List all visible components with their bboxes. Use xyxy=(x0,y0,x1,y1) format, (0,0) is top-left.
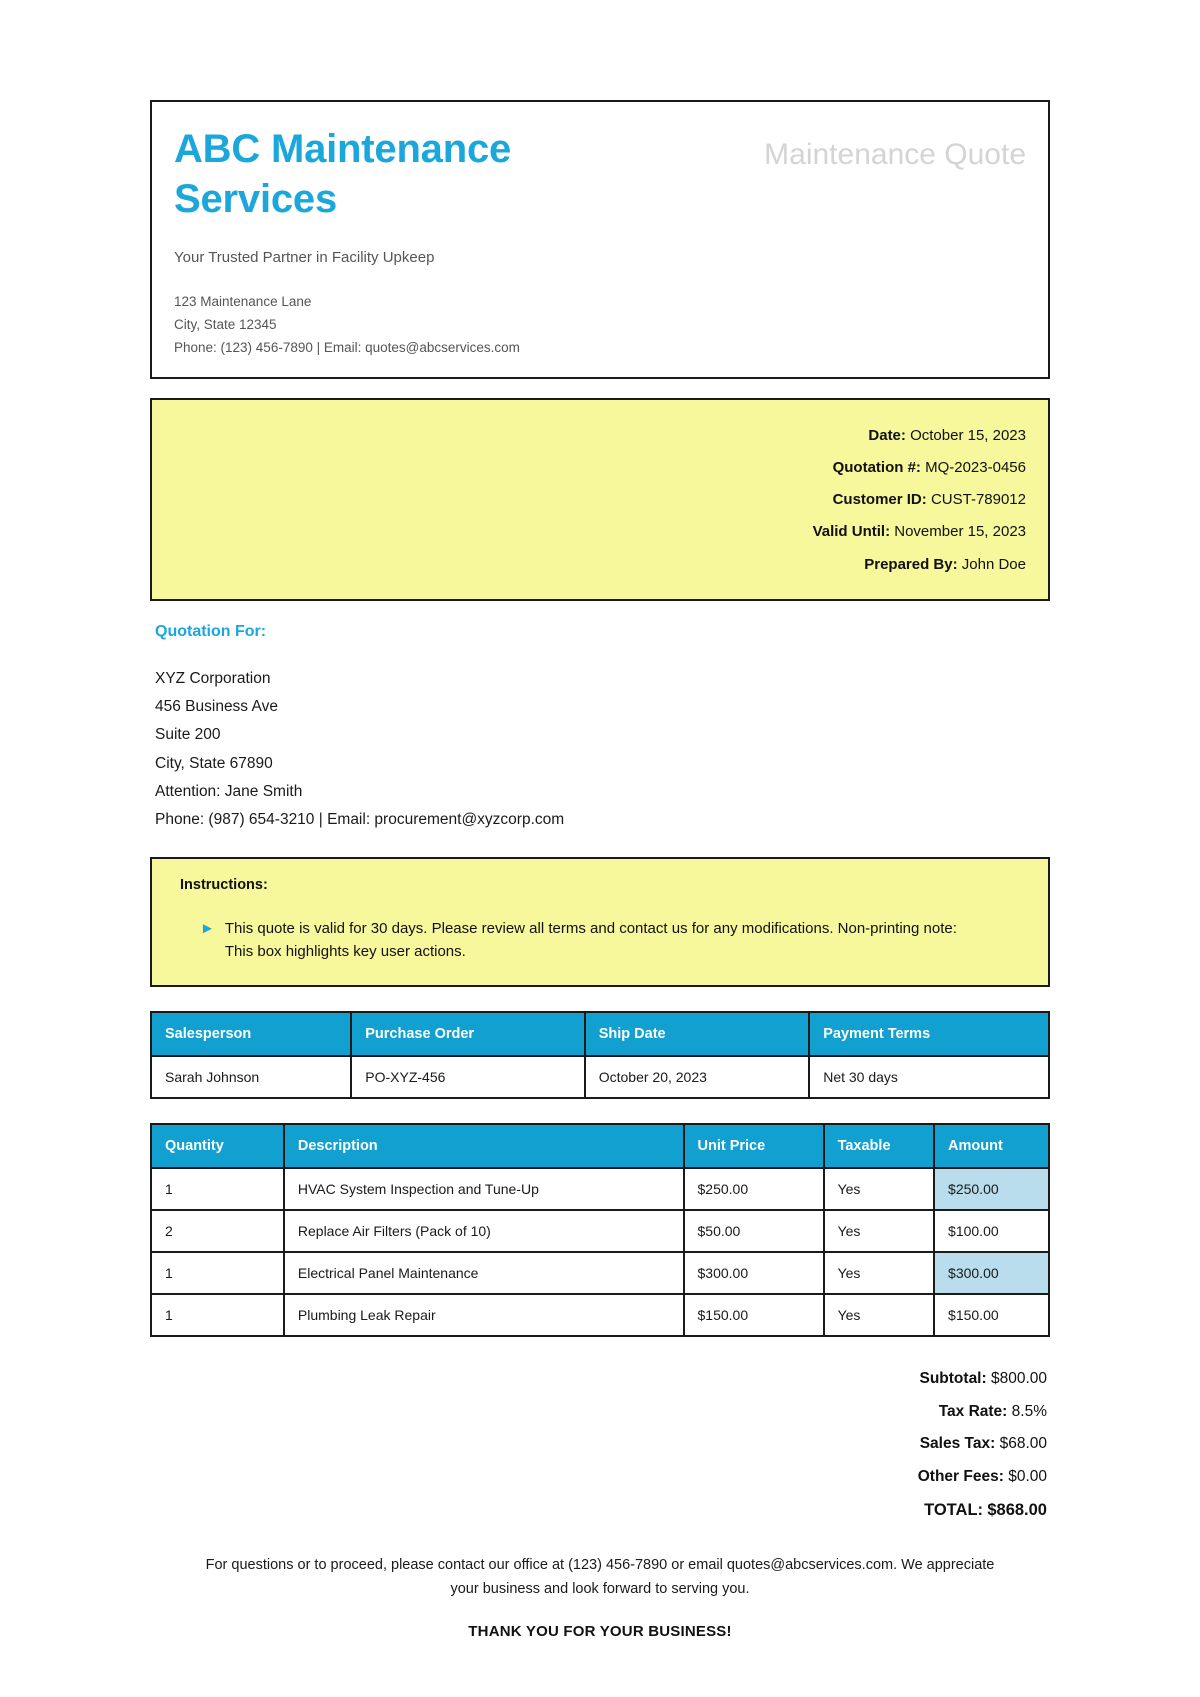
quote-meta-band xyxy=(150,398,1050,600)
table-row xyxy=(151,1252,1049,1294)
company-address-line-2: City, State 12345 xyxy=(174,316,277,332)
meta-row-customer-id xyxy=(813,484,1026,516)
cell-unit-price: $150.00 xyxy=(684,1294,824,1336)
cell-quantity: 1 xyxy=(151,1252,284,1294)
quotation-for-title: Quotation For: xyxy=(155,622,267,640)
meta-row-prepared-by xyxy=(813,549,1026,581)
cell-amount: $300.00 xyxy=(934,1252,1049,1294)
customer-address-line-3: City, State 67890 xyxy=(155,754,273,772)
document-type-title: Maintenance Quote xyxy=(764,138,1026,171)
column-header-description: Description xyxy=(284,1124,684,1168)
footer-thank-you: THANK YOU FOR YOUR BUSINESS! xyxy=(468,1623,732,1641)
document-footer xyxy=(150,1554,1050,1640)
cell-taxable: Yes xyxy=(824,1294,934,1336)
customer-address-line-2: Suite 200 xyxy=(155,726,221,744)
instructions-item xyxy=(174,917,1026,964)
total-label-other-fees: Other Fees: xyxy=(917,1467,1004,1485)
quotation-for-section xyxy=(150,623,1050,835)
customer-address-line-1: 456 Business Ave xyxy=(155,697,278,715)
instructions-text: This quote is valid for 30 days. Please review all terms and contact us for any modifications. Non-printing note: This box highlights key user actions. xyxy=(224,919,957,961)
cell-salesperson: Sarah Johnson xyxy=(151,1056,351,1098)
company-name: ABC Maintenance Services xyxy=(174,127,512,221)
total-row-subtotal xyxy=(150,1363,1047,1396)
meta-label-valid-until: Valid Until: xyxy=(812,523,891,541)
total-label-sales-tax: Sales Tax: xyxy=(919,1435,996,1453)
cell-taxable: Yes xyxy=(824,1168,934,1210)
totals-section xyxy=(150,1363,1050,1528)
total-row-sales-tax xyxy=(150,1428,1047,1461)
total-row-other-fees xyxy=(150,1461,1047,1494)
cell-description: Plumbing Leak Repair xyxy=(284,1294,684,1336)
document-sheet xyxy=(150,100,1050,1640)
quote-meta-list xyxy=(813,420,1026,580)
cell-payment-terms: Net 30 days xyxy=(809,1056,1049,1098)
meta-value-date: October 15, 2023 xyxy=(910,427,1026,445)
cell-quantity: 1 xyxy=(151,1168,284,1210)
meta-label-date: Date: xyxy=(868,427,906,445)
customer-name: XYZ Corporation xyxy=(155,669,271,687)
column-header-salesperson: Salesperson xyxy=(151,1012,351,1056)
order-info-header-row xyxy=(151,1012,1049,1056)
cell-description: HVAC System Inspection and Tune-Up xyxy=(284,1168,684,1210)
total-value-tax-rate: 8.5% xyxy=(1011,1402,1047,1420)
meta-value-prepared-by: John Doe xyxy=(961,555,1026,573)
cell-purchase-order: PO-XYZ-456 xyxy=(351,1056,584,1098)
cell-amount: $100.00 xyxy=(934,1210,1049,1252)
column-header-quantity: Quantity xyxy=(151,1124,284,1168)
cell-unit-price: $300.00 xyxy=(684,1252,824,1294)
cell-description: Electrical Panel Maintenance xyxy=(284,1252,684,1294)
column-header-amount: Amount xyxy=(934,1124,1049,1168)
total-row-grand-total xyxy=(150,1493,1047,1528)
meta-row-quotation-number xyxy=(813,452,1026,484)
cell-taxable: Yes xyxy=(824,1210,934,1252)
cell-amount: $250.00 xyxy=(934,1168,1049,1210)
cell-quantity: 2 xyxy=(151,1210,284,1252)
cell-quantity: 1 xyxy=(151,1294,284,1336)
company-info xyxy=(174,124,614,359)
total-label-grand-total: TOTAL: xyxy=(924,1501,984,1520)
table-row xyxy=(151,1168,1049,1210)
total-row-tax-rate xyxy=(150,1396,1047,1429)
column-header-purchase-order: Purchase Order xyxy=(351,1012,584,1056)
meta-label-quotation-number: Quotation #: xyxy=(832,459,921,477)
cell-taxable: Yes xyxy=(824,1252,934,1294)
table-row xyxy=(151,1056,1049,1098)
document-type-area xyxy=(764,124,1026,170)
order-info-table xyxy=(150,1011,1050,1099)
column-header-ship-date: Ship Date xyxy=(585,1012,810,1056)
company-tagline: Your Trusted Partner in Facility Upkeep xyxy=(174,249,435,266)
company-address-line-1: 123 Maintenance Lane xyxy=(174,293,312,309)
meta-label-prepared-by: Prepared By: xyxy=(864,555,958,573)
total-label-subtotal: Subtotal: xyxy=(919,1370,987,1388)
meta-row-date xyxy=(813,420,1026,452)
instructions-title: Instructions: xyxy=(180,876,268,893)
column-header-taxable: Taxable xyxy=(824,1124,934,1168)
arrow-right-icon: ► xyxy=(200,919,215,937)
column-header-payment-terms: Payment Terms xyxy=(809,1012,1049,1056)
meta-value-quotation-number: MQ-2023-0456 xyxy=(925,459,1026,477)
table-row xyxy=(151,1294,1049,1336)
document-header xyxy=(150,100,1050,379)
company-contact-line: Phone: (123) 456-7890 | Email: quotes@abcservices.com xyxy=(174,339,520,355)
line-items-header-row xyxy=(151,1124,1049,1168)
line-items-table xyxy=(150,1123,1050,1337)
table-row xyxy=(151,1210,1049,1252)
total-label-tax-rate: Tax Rate: xyxy=(938,1402,1008,1420)
column-header-unit-price: Unit Price xyxy=(684,1124,824,1168)
instructions-box xyxy=(150,857,1050,988)
footer-contact-note: For questions or to proceed, please contact our office at (123) 456-7890 or email quotes@abcservices.com. We appreciate your business and look forward to serving you. xyxy=(205,1557,995,1597)
total-value-subtotal: $800.00 xyxy=(990,1370,1047,1388)
total-value-grand-total: $868.00 xyxy=(987,1501,1047,1520)
customer-attention-line: Attention: Jane Smith xyxy=(155,783,303,801)
meta-value-valid-until: November 15, 2023 xyxy=(894,523,1026,541)
meta-value-customer-id: CUST-789012 xyxy=(930,491,1026,509)
cell-description: Replace Air Filters (Pack of 10) xyxy=(284,1210,684,1252)
meta-label-customer-id: Customer ID: xyxy=(832,491,927,509)
customer-contact-line: Phone: (987) 654-3210 | Email: procurement@xyzcorp.com xyxy=(155,811,565,829)
cell-amount: $150.00 xyxy=(934,1294,1049,1336)
cell-unit-price: $250.00 xyxy=(684,1168,824,1210)
total-value-sales-tax: $68.00 xyxy=(999,1435,1047,1453)
cell-unit-price: $50.00 xyxy=(684,1210,824,1252)
cell-ship-date: October 20, 2023 xyxy=(585,1056,810,1098)
meta-row-valid-until xyxy=(813,516,1026,548)
total-value-other-fees: $0.00 xyxy=(1008,1467,1047,1485)
